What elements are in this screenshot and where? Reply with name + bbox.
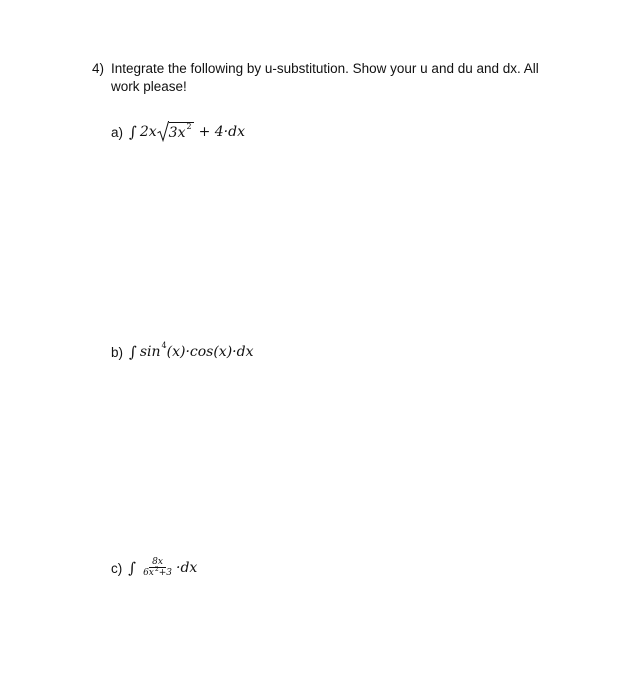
- square-root: [157, 122, 194, 142]
- radicand: [169, 122, 194, 142]
- fraction-denominator: [140, 568, 175, 579]
- question-number: 4): [92, 61, 105, 76]
- part-a-expression: [129, 122, 245, 142]
- part-c: [111, 557, 197, 579]
- integral-symbol: ∫: [128, 559, 137, 577]
- part-a: [111, 122, 245, 142]
- denominator-base: 6x: [143, 568, 154, 578]
- integral-symbol: ∫: [129, 123, 137, 141]
- part-b-function: sin: [139, 344, 161, 360]
- fraction-numerator: 8x: [149, 557, 166, 568]
- part-c-rest: ·dx: [176, 560, 198, 576]
- part-a-rest: + 4·dx: [198, 124, 245, 140]
- integral-symbol: ∫: [129, 343, 137, 361]
- part-a-coefficient: 2x: [139, 124, 157, 140]
- denominator-rest: +3: [158, 568, 172, 578]
- part-b: [111, 340, 254, 361]
- fraction: [140, 557, 175, 579]
- question-text: Integrate the following by u-substitution. Show your u and du and dx. All work please!: [111, 61, 539, 94]
- part-c-label: c): [111, 560, 123, 576]
- part-b-exponent: 4: [161, 340, 167, 350]
- part-a-label: a): [111, 124, 124, 140]
- radicand-base: 3x: [168, 125, 186, 141]
- part-b-label: b): [111, 344, 124, 360]
- part-b-rest: (x)·cos(x)·dx: [166, 344, 254, 360]
- part-c-expression: [128, 557, 197, 579]
- radicand-exponent: 2: [186, 121, 192, 131]
- denominator-exponent: 2: [154, 566, 159, 573]
- radical-icon: [157, 122, 169, 142]
- part-b-expression: [129, 340, 254, 361]
- question-4: [92, 60, 562, 96]
